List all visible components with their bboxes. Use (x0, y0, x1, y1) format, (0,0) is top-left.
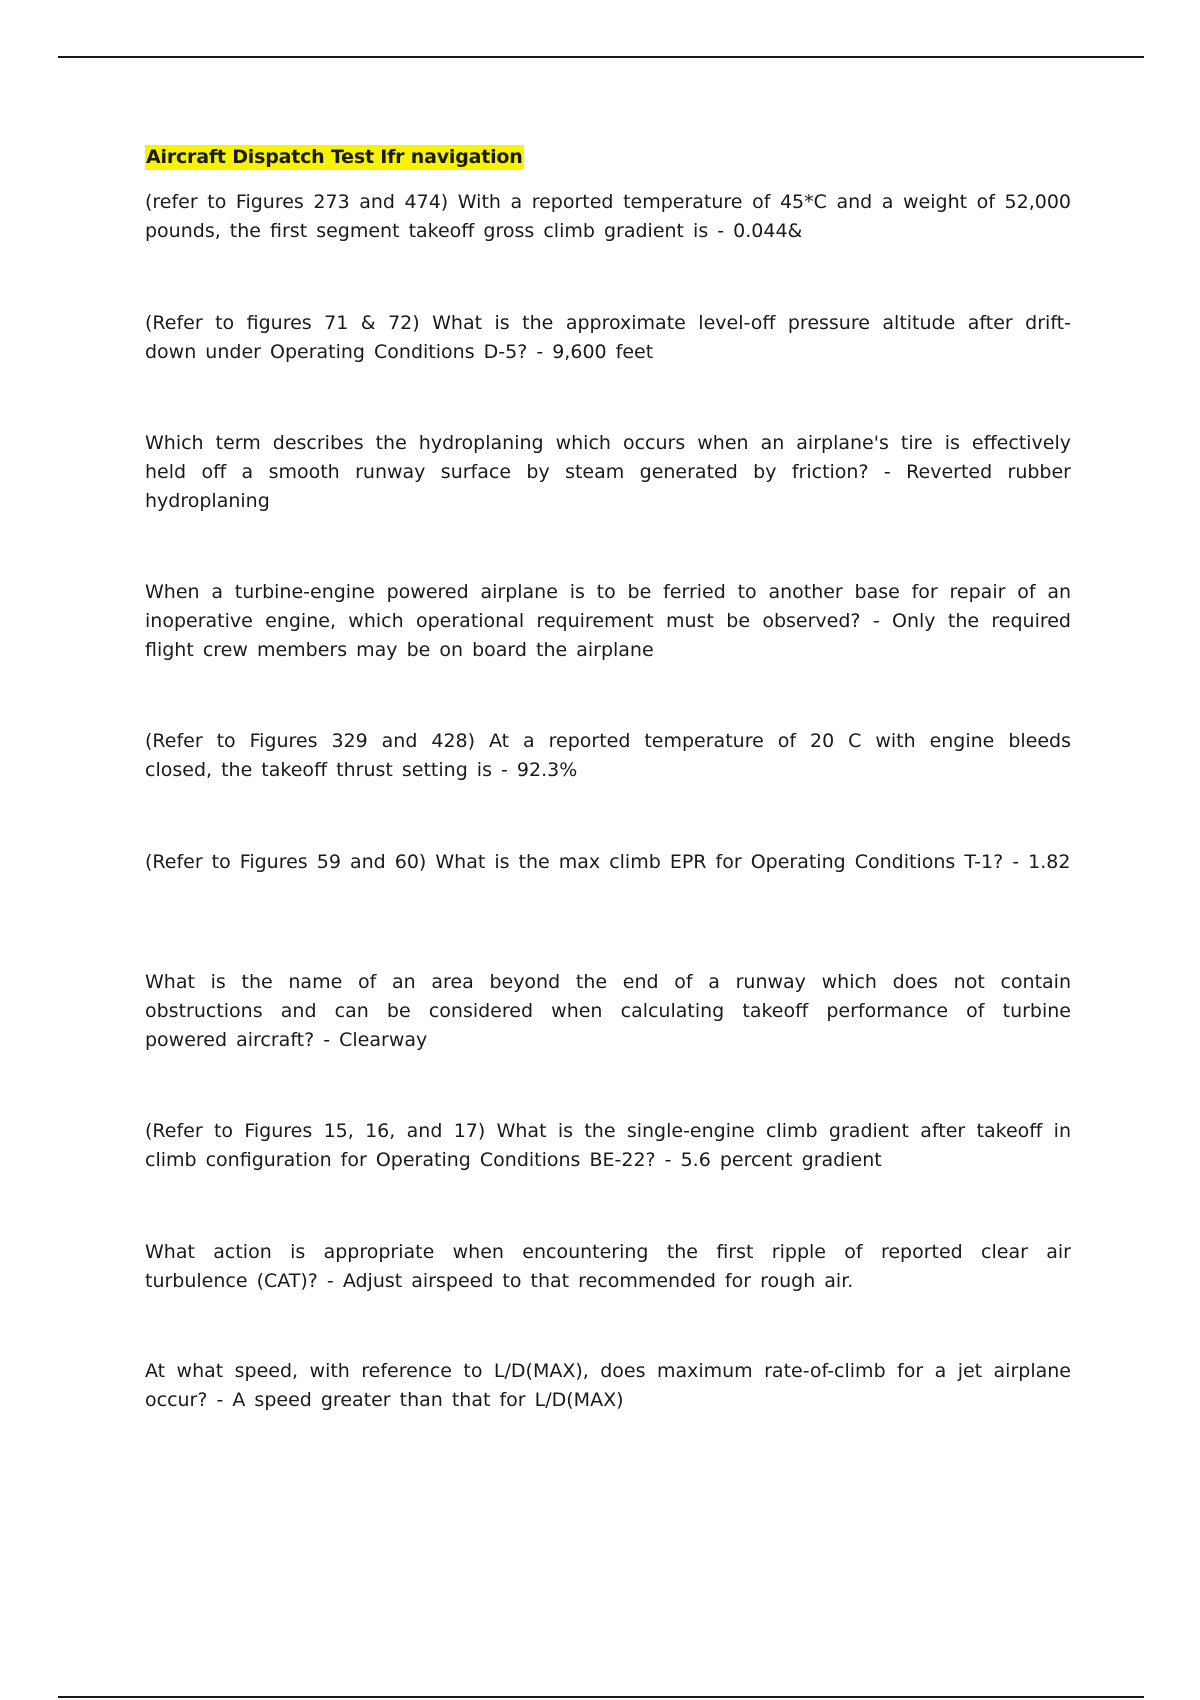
qa-item-9: What action is appropriate when encountering the first ripple of reported clear air turbulence (CAT)? - Adjust airspeed to that recommended for rough air. (145, 1241, 1071, 1292)
qa-item-1: (refer to Figures 273 and 474) With a reported temperature of 45*C and a weight of 52,000 pounds, the first segment takeoff gross climb gradient is - 0.044& (145, 191, 1071, 242)
qa-item-6: (Refer to Figures 59 and 60) What is the max climb EPR for Operating Conditions T-1? - 1.82 (145, 851, 1071, 873)
qa-item-3: Which term describes the hydroplaning which occurs when an airplane's tire is effectively held off a smooth runway surface by steam generated by friction? - Reverted rubber hydroplaning (145, 432, 1071, 512)
document-title: Aircraft Dispatch Test Ifr navigation (146, 146, 523, 168)
qa-item-7: What is the name of an area beyond the end of a runway which does not contain obstructions and can be considered when calculating takeoff performance of turbine powered aircraft? - Clearway (145, 971, 1071, 1051)
qa-item-10: At what speed, with reference to L/D(MAX), does maximum rate-of-climb for a jet airplane occur? - A speed greater than that for L/D(MAX) (145, 1360, 1071, 1411)
qa-item-8: (Refer to Figures 15, 16, and 17) What is the single-engine climb gradient after takeoff in climb configuration for Operating Conditions BE-22? - 5.6 percent gradient (145, 1120, 1071, 1171)
qa-item-5: (Refer to Figures 329 and 428) At a reported temperature of 20 C with engine bleeds closed, the takeoff thrust setting is - 92.3% (145, 730, 1071, 781)
bottom-rule (58, 1696, 1144, 1698)
qa-item-4: When a turbine-engine powered airplane is to be ferried to another base for repair of an inoperative engine, which operational requirement must be observed? - Only the required flight crew members may be on board the airplane (145, 581, 1071, 661)
qa-item-2: (Refer to figures 71 & 72) What is the approximate level-off pressure altitude after drift-down under Operating Conditions D-5? - 9,600 feet (145, 312, 1071, 363)
top-rule (58, 56, 1144, 58)
